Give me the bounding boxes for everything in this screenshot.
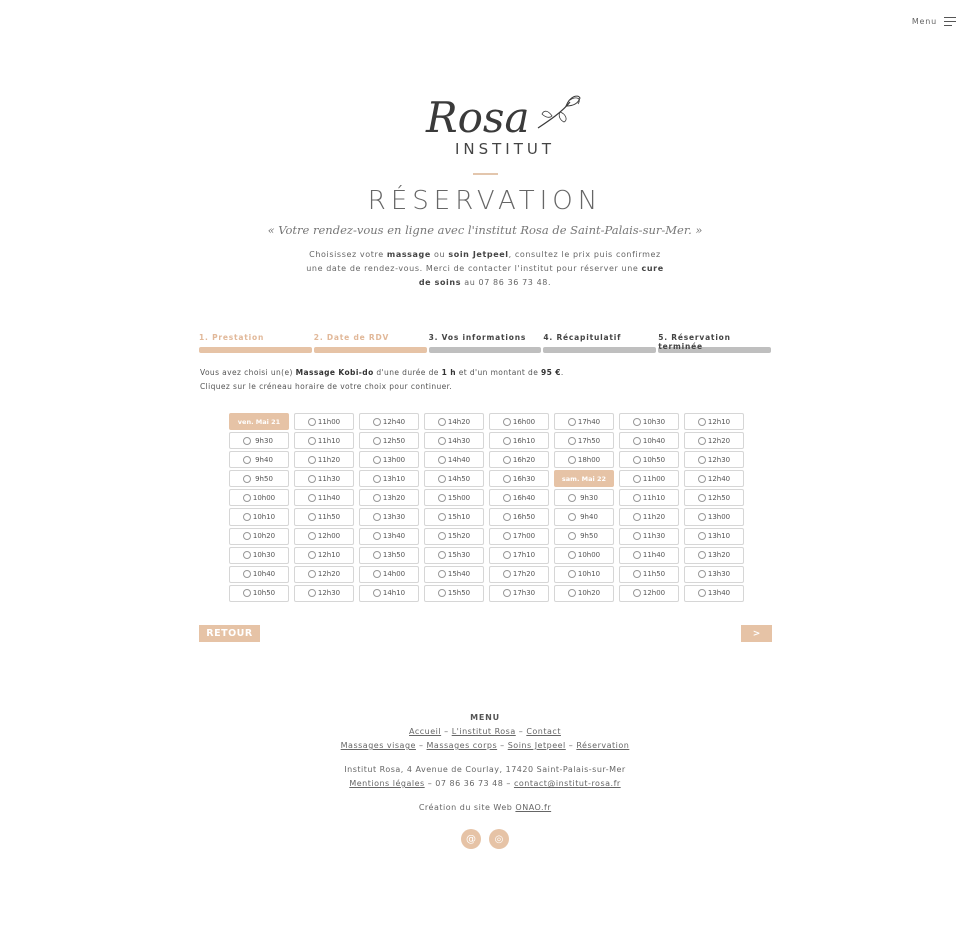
time-slot[interactable] [489,432,549,449]
radio-icon [308,570,316,578]
next-button[interactable]: > [741,625,772,642]
radio-icon [438,475,446,483]
time-slot[interactable] [229,528,289,545]
time-slot-label: 17h10 [512,551,536,560]
footer [0,713,970,812]
time-slot-label: 10h00 [252,493,276,502]
time-slot[interactable] [684,451,744,468]
radio-icon [698,475,706,483]
instagram-icon[interactable]: ◎ [489,829,509,849]
time-slot[interactable] [294,566,354,583]
time-slot-label: 10h10 [252,513,276,522]
radio-icon [633,475,641,483]
radio-icon [373,513,381,521]
radio-icon [438,494,446,502]
radio-icon [373,418,381,426]
time-slot[interactable] [619,508,679,525]
time-slot[interactable] [554,413,614,430]
time-slot-label: 11h50 [642,570,666,579]
menu-label: Menu [911,17,937,26]
time-slot-label: 16h10 [512,436,536,445]
radio-icon [633,570,641,578]
time-slot-label: 11h30 [317,474,341,483]
footer-address: Institut Rosa, 4 Avenue de Courlay, 17420 Saint-Palais-sur-Mer [344,765,626,774]
radio-icon [308,551,316,559]
step-label: 1. Prestation [199,333,265,342]
radio-icon [698,437,706,445]
time-slot-label: 12h10 [707,417,731,426]
time-slot[interactable] [424,489,484,506]
time-slot-label: 13h00 [382,455,406,464]
step-label: 4. Récapitulatif [543,333,622,342]
time-slot[interactable] [294,432,354,449]
time-slot-label: 12h00 [642,589,666,598]
booking-steps [199,333,771,353]
time-slot[interactable] [294,489,354,506]
radio-icon [503,513,511,521]
time-slot[interactable] [359,413,419,430]
time-slot-label: 10h30 [252,551,276,560]
slot-column [684,413,744,602]
time-slot-label: 15h30 [447,551,471,560]
time-slot[interactable] [684,432,744,449]
slot-column [489,413,549,602]
radio-icon [438,589,446,597]
radio-icon [243,589,251,597]
radio-icon [568,551,576,559]
radio-icon [438,532,446,540]
time-slot[interactable] [424,566,484,583]
radio-icon [633,437,641,445]
logo-subtext: INSTITUT [454,140,556,158]
time-slot-label: 12h00 [317,532,341,541]
radio-icon [568,589,576,597]
radio-icon [568,456,576,464]
radio-icon [568,570,576,578]
time-slot-label: 13h40 [382,532,406,541]
radio-icon [243,475,251,483]
time-slot-label: 13h20 [382,493,406,502]
radio-icon [503,456,511,464]
radio-icon [308,513,316,521]
time-slot-label: 11h00 [317,417,341,426]
time-slot-label: 16h00 [512,417,536,426]
time-slot-label: 13h20 [707,551,731,560]
time-slot[interactable] [229,508,289,525]
time-slot-label: 17h40 [577,417,601,426]
step-label: 5. Réservation terminée [658,333,731,351]
time-slot[interactable] [294,413,354,430]
step-progress-bar [314,347,427,353]
radio-icon [308,589,316,597]
time-slot[interactable] [619,432,679,449]
time-slot-label: 11h30 [642,532,666,541]
time-slot[interactable] [684,489,744,506]
time-slot-label: 18h00 [577,455,601,464]
time-slot-label: 12h40 [707,474,731,483]
time-slot[interactable] [359,432,419,449]
time-slot-label: 9h50 [580,532,598,541]
time-slot-label: 16h50 [512,513,536,522]
time-slot[interactable] [554,566,614,583]
radio-icon [438,551,446,559]
day-header: sam. Mai 22 [554,470,614,487]
radio-icon [438,513,446,521]
time-slot[interactable] [359,508,419,525]
radio-icon [243,437,251,445]
radio-icon [243,494,251,502]
slot-column [424,413,484,602]
radio-icon [503,475,511,483]
radio-icon [568,532,576,540]
time-slot[interactable] [684,585,744,602]
time-slot-label: 17h50 [577,436,601,445]
footer-link[interactable]: Accueil [409,727,442,736]
radio-icon [633,551,641,559]
radio-icon [373,532,381,540]
slot-column [619,413,679,602]
radio-icon [633,494,641,502]
time-slot-label: 11h50 [317,513,341,522]
time-slot[interactable] [359,451,419,468]
time-slot[interactable] [489,451,549,468]
time-slot-label: 9h50 [255,474,273,483]
time-slot-label: 13h30 [707,570,731,579]
time-slot-label: 13h00 [707,513,731,522]
time-slot[interactable] [424,508,484,525]
time-slot-label: 11h20 [642,513,666,522]
time-slot[interactable] [489,508,549,525]
time-slot[interactable] [619,566,679,583]
time-slot[interactable] [294,547,354,564]
step-1 [199,333,312,353]
time-slot-label: 11h40 [317,493,341,502]
radio-icon [503,494,511,502]
time-slot-label: 11h20 [317,455,341,464]
time-slot[interactable] [424,470,484,487]
radio-icon [568,418,576,426]
footer-menu-title: MENU [470,713,500,722]
time-slot-label: 14h50 [447,474,471,483]
time-slot-label: 14h10 [382,589,406,598]
radio-icon [568,437,576,445]
footer-link[interactable]: Contact [526,727,561,736]
radio-icon [438,418,446,426]
time-slot[interactable] [229,566,289,583]
time-slot[interactable] [554,451,614,468]
time-slot[interactable] [684,508,744,525]
time-slot[interactable] [359,547,419,564]
time-slot[interactable] [294,470,354,487]
radio-icon [373,456,381,464]
time-slot-label: 15h10 [447,513,471,522]
time-slot-label: 16h40 [512,493,536,502]
time-slot-label: 14h20 [447,417,471,426]
time-slot[interactable] [229,585,289,602]
time-slot-label: 13h40 [707,589,731,598]
radio-icon [633,589,641,597]
step-label: 2. Date de RDV [313,333,390,342]
time-slot[interactable] [684,547,744,564]
time-slot[interactable] [359,489,419,506]
footer-link[interactable]: Soins Jetpeel [507,741,566,750]
time-slot-label: 12h40 [382,417,406,426]
footer-contact-line: Mentions légales – 07 86 36 73 48 – contact@institut-rosa.fr [349,779,621,788]
logo-script: Rosa [426,93,530,142]
time-slot-label: 10h50 [252,589,276,598]
radio-icon [438,437,446,445]
radio-icon [373,589,381,597]
time-slot-label: 12h20 [707,436,731,445]
time-slot[interactable] [619,451,679,468]
menu-toggle[interactable] [912,17,956,26]
radio-icon [373,494,381,502]
time-slot-label: 14h30 [447,436,471,445]
time-slot[interactable] [554,585,614,602]
step-progress-bar [543,347,656,353]
time-slot[interactable] [229,451,289,468]
day-header: ven. Mai 21 [229,413,289,430]
slot-column [359,413,419,602]
time-slot[interactable] [424,432,484,449]
radio-icon [503,570,511,578]
time-slot[interactable] [294,528,354,545]
time-slot[interactable] [229,432,289,449]
radio-icon [308,494,316,502]
time-slot-label: 11h10 [317,436,341,445]
footer-link[interactable]: Massages visage [340,741,416,750]
step-4 [543,333,656,353]
time-slot-label: 12h50 [707,493,731,502]
footer-credit: Création du site Web ONAO.fr [418,803,552,812]
radio-icon [568,513,576,521]
time-slot-label: 10h20 [577,589,601,598]
time-slot[interactable] [229,489,289,506]
time-slot-label: 15h00 [447,493,471,502]
time-slot-label: 10h40 [252,570,276,579]
email-link[interactable]: contact@institut-rosa.fr [513,779,621,788]
footer-link[interactable]: L'institut Rosa [451,727,516,736]
time-slot[interactable] [554,547,614,564]
radio-icon [308,475,316,483]
time-slot[interactable] [424,547,484,564]
time-slot[interactable] [489,489,549,506]
time-slot-label: 9h30 [255,436,273,445]
radio-icon [698,589,706,597]
time-slot[interactable] [294,451,354,468]
time-slot-label: 14h40 [447,455,471,464]
time-slot-label: 11h00 [642,474,666,483]
social-links [461,829,509,849]
email-icon[interactable]: @ [461,829,481,849]
time-slot-label: 12h30 [707,455,731,464]
radio-icon [373,570,381,578]
time-slot[interactable] [619,489,679,506]
radio-icon [503,589,511,597]
time-slot[interactable] [554,489,614,506]
time-slot[interactable] [359,566,419,583]
time-slot[interactable] [229,547,289,564]
time-slot[interactable] [619,547,679,564]
radio-icon [568,494,576,502]
time-slot[interactable] [554,528,614,545]
time-slot[interactable] [489,470,549,487]
radio-icon [308,532,316,540]
back-button[interactable]: RETOUR [199,625,260,642]
time-slot-label: 15h50 [447,589,471,598]
time-slot-label: 12h30 [317,589,341,598]
time-slot-label: 14h00 [382,570,406,579]
footer-link[interactable]: Réservation [576,741,630,750]
slot-column [294,413,354,602]
radio-icon [243,456,251,464]
time-slot[interactable] [424,451,484,468]
radio-icon [698,494,706,502]
radio-icon [698,513,706,521]
step-progress-bar [199,347,312,353]
time-slot-grid [229,413,744,602]
footer-links-primary: Accueil – L'institut Rosa – Contact [409,727,561,736]
radio-icon [243,570,251,578]
radio-icon [698,456,706,464]
page-subtitle: « Votre rendez-vous en ligne avec l'institut Rosa de Saint-Palais-sur-Mer. » [267,223,703,237]
time-slot-label: 13h10 [382,474,406,483]
time-slot-label: 13h50 [382,551,406,560]
footer-links-services: Massages visage – Massages corps – Soins Jetpeel – Réservation [340,741,630,750]
radio-icon [438,456,446,464]
time-slot-label: 9h40 [255,455,273,464]
radio-icon [243,532,251,540]
time-slot-label: 17h00 [512,532,536,541]
radio-icon [503,551,511,559]
time-slot[interactable] [359,470,419,487]
radio-icon [633,456,641,464]
time-slot[interactable] [684,470,744,487]
time-slot-label: 13h10 [707,532,731,541]
radio-icon [308,456,316,464]
time-slot-label: 15h40 [447,570,471,579]
time-slot-label: 17h30 [512,589,536,598]
footer-link[interactable]: Massages corps [426,741,498,750]
time-slot[interactable] [424,585,484,602]
time-slot-label: 10h50 [642,455,666,464]
credit-link[interactable]: ONAO.fr [515,803,552,812]
step-progress-bar [429,347,542,353]
radio-icon [243,513,251,521]
time-slot[interactable] [554,432,614,449]
time-slot-label: 12h10 [317,551,341,560]
radio-icon [373,551,381,559]
time-slot[interactable] [489,585,549,602]
time-slot-label: 9h30 [580,493,598,502]
time-slot[interactable] [359,585,419,602]
radio-icon [633,513,641,521]
time-slot-label: 15h20 [447,532,471,541]
time-slot[interactable] [619,470,679,487]
radio-icon [633,532,641,540]
time-slot[interactable] [684,413,744,430]
time-slot[interactable] [489,413,549,430]
time-slot[interactable] [619,585,679,602]
page-title: RÉSERVATION [367,186,603,216]
radio-icon [373,437,381,445]
time-slot-label: 10h40 [642,436,666,445]
time-slot-label: 11h10 [642,493,666,502]
radio-icon [243,551,251,559]
time-slot[interactable] [359,528,419,545]
radio-icon [698,532,706,540]
step-5 [658,333,771,353]
intro-text: Choisissez votre massage ou soin Jetpeel, consultez le prix puis confirmez une date de rendez-vous. Merci de contacter l'institut pour réserver une cure de soins au 07 86 36 73 48. [306,250,664,287]
radio-icon [503,437,511,445]
time-slot[interactable] [684,528,744,545]
time-slot[interactable] [619,528,679,545]
time-slot-label: 11h40 [642,551,666,560]
time-slot-label: 13h30 [382,513,406,522]
time-slot[interactable] [489,566,549,583]
time-slot-label: 16h30 [512,474,536,483]
time-slot-label: 16h20 [512,455,536,464]
radio-icon [698,551,706,559]
time-slot[interactable] [424,413,484,430]
time-slot-label: 12h50 [382,436,406,445]
radio-icon [308,418,316,426]
choice-summary: Vous avez choisi un(e) Massage Kobi-do d'une durée de 1 h et d'un montant de 95 €. Cliquez sur le créneau horaire de votre choix pour continuer. [200,368,564,391]
institut-rosa-logo[interactable] [420,86,590,166]
time-slot-label: 10h10 [577,570,601,579]
slot-column [229,413,289,602]
time-slot[interactable] [554,508,614,525]
time-slot-label: 17h20 [512,570,536,579]
title-divider [473,173,498,175]
radio-icon [698,570,706,578]
time-slot-label: 12h20 [317,570,341,579]
radio-icon [373,475,381,483]
time-slot[interactable] [684,566,744,583]
time-slot[interactable] [294,585,354,602]
slot-column [554,413,614,602]
step-3 [429,333,542,353]
time-slot[interactable] [294,508,354,525]
time-slot[interactable] [229,470,289,487]
radio-icon [503,532,511,540]
hamburger-icon [944,17,956,26]
radio-icon [503,418,511,426]
step-label: 3. Vos informations [428,333,527,342]
radio-icon [438,570,446,578]
time-slot-label: 9h40 [580,513,598,522]
time-slot[interactable] [424,528,484,545]
step-2 [314,333,427,353]
footer-phone: 07 86 36 73 48 [435,779,504,788]
time-slot[interactable] [619,413,679,430]
radio-icon [308,437,316,445]
time-slot[interactable] [489,528,549,545]
radio-icon [633,418,641,426]
time-slot-label: 10h00 [577,551,601,560]
radio-icon [698,418,706,426]
time-slot-label: 10h30 [642,417,666,426]
time-slot-label: 10h20 [252,532,276,541]
legal-link[interactable]: Mentions légales [349,779,425,788]
time-slot[interactable] [489,547,549,564]
